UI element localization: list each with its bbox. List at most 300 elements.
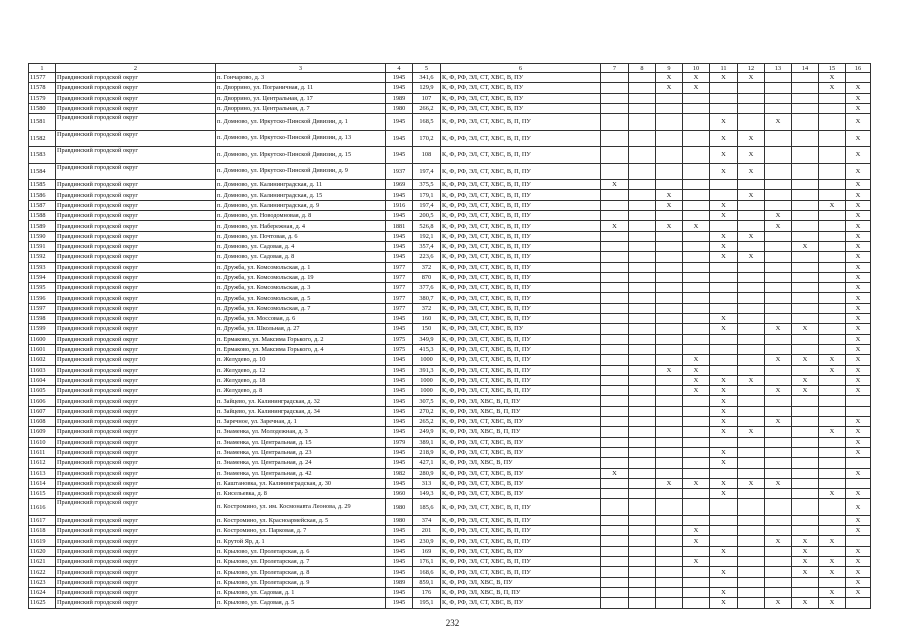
mark-14-cell: X bbox=[792, 546, 819, 556]
year-built-cell: 1982 bbox=[386, 468, 413, 478]
mark-15-cell bbox=[819, 344, 846, 354]
mark-10-cell: X bbox=[683, 83, 710, 93]
mark-8-cell bbox=[629, 344, 656, 354]
mark-14-cell bbox=[792, 396, 819, 406]
mark-13-cell bbox=[765, 458, 792, 468]
address-cell: п. Знаменка, ул. Молодежная, д. 3 bbox=[216, 427, 386, 437]
mark-10-cell bbox=[683, 546, 710, 556]
year-built-cell: 1881 bbox=[386, 221, 413, 231]
mark-16-cell: X bbox=[846, 577, 871, 587]
mark-9-cell: X bbox=[656, 221, 683, 231]
mark-12-cell: X bbox=[738, 73, 765, 83]
mark-7-cell bbox=[601, 536, 629, 546]
table-row bbox=[29, 515, 871, 525]
mark-16-cell: X bbox=[846, 365, 871, 375]
table-row bbox=[29, 546, 871, 556]
mark-15-cell: X bbox=[819, 567, 846, 577]
mark-15-cell bbox=[819, 114, 846, 131]
mark-10-cell bbox=[683, 489, 710, 499]
mark-15-cell bbox=[819, 231, 846, 241]
structural-elements-cell: К, Ф, РФ, ЭЛ, СТ, ХВС, В, ПУ bbox=[441, 324, 601, 334]
mark-11-cell bbox=[710, 344, 738, 354]
mark-13-cell bbox=[765, 293, 792, 303]
mark-10-cell bbox=[683, 458, 710, 468]
structural-elements-cell: К, Ф, РФ, ЭЛ, СТ, ХВС, В, ПУ bbox=[441, 103, 601, 113]
row-number-cell: 11622 bbox=[29, 567, 56, 577]
year-built-cell: 1945 bbox=[386, 190, 413, 200]
structural-elements-cell: К, Ф, РФ, ЭЛ, ХВС, В, П, ПУ bbox=[441, 427, 601, 437]
mark-9-cell bbox=[656, 375, 683, 385]
mark-13-cell: X bbox=[765, 114, 792, 131]
area-cell: 223,6 bbox=[413, 252, 441, 262]
mark-7-cell bbox=[601, 93, 629, 103]
district-cell: Правдинский городской округ bbox=[56, 355, 216, 365]
row-number-cell: 11579 bbox=[29, 93, 56, 103]
row-number-cell: 11614 bbox=[29, 478, 56, 488]
mark-16-cell: X bbox=[846, 386, 871, 396]
mark-15-cell bbox=[819, 211, 846, 221]
table-row bbox=[29, 283, 871, 293]
mark-13-cell bbox=[765, 515, 792, 525]
structural-elements-cell: К, Ф, РФ, ЭЛ, СТ, ХВС, В, ПУ bbox=[441, 73, 601, 83]
mark-15-cell: X bbox=[819, 536, 846, 546]
mark-11-cell: X bbox=[710, 396, 738, 406]
mark-9-cell bbox=[656, 355, 683, 365]
mark-13-cell bbox=[765, 241, 792, 251]
year-built-cell: 1945 bbox=[386, 147, 413, 164]
mark-9-cell bbox=[656, 283, 683, 293]
mark-13-cell bbox=[765, 130, 792, 147]
table-row bbox=[29, 386, 871, 396]
mark-13-cell bbox=[765, 396, 792, 406]
mark-14-cell bbox=[792, 515, 819, 525]
mark-10-cell bbox=[683, 406, 710, 416]
address-cell: п. Костромино, ул. Парковая, д. 7 bbox=[216, 526, 386, 536]
row-number-cell: 11588 bbox=[29, 211, 56, 221]
mark-8-cell bbox=[629, 190, 656, 200]
area-cell: 1000 bbox=[413, 386, 441, 396]
table-row bbox=[29, 355, 871, 365]
year-built-cell: 1945 bbox=[386, 375, 413, 385]
mark-9-cell bbox=[656, 324, 683, 334]
mark-15-cell: X bbox=[819, 73, 846, 83]
mark-16-cell: X bbox=[846, 375, 871, 385]
address-cell: п. Кисельевка, д. 8 bbox=[216, 489, 386, 499]
row-number-cell: 11583 bbox=[29, 147, 56, 164]
table-row bbox=[29, 598, 871, 608]
address-cell: п. Дружба, ул. Моссовая, д. 6 bbox=[216, 314, 386, 324]
mark-11-cell bbox=[710, 557, 738, 567]
mark-14-cell bbox=[792, 130, 819, 147]
area-cell: 266,2 bbox=[413, 103, 441, 113]
mark-12-cell: X bbox=[738, 375, 765, 385]
address-cell: п. Дружба, ул. Комсомольская, д. 5 bbox=[216, 293, 386, 303]
mark-8-cell bbox=[629, 499, 656, 516]
mark-12-cell bbox=[738, 114, 765, 131]
mark-11-cell bbox=[710, 190, 738, 200]
mark-11-cell bbox=[710, 283, 738, 293]
mark-15-cell bbox=[819, 417, 846, 427]
mark-8-cell bbox=[629, 163, 656, 180]
mark-14-cell bbox=[792, 577, 819, 587]
table-body bbox=[29, 64, 871, 609]
mark-10-cell bbox=[683, 283, 710, 293]
mark-10-cell bbox=[683, 130, 710, 147]
mark-13-cell bbox=[765, 577, 792, 587]
mark-16-cell: X bbox=[846, 515, 871, 525]
table-row bbox=[29, 587, 871, 597]
mark-14-cell bbox=[792, 314, 819, 324]
area-cell: 372 bbox=[413, 303, 441, 313]
table-row bbox=[29, 478, 871, 488]
address-cell: п. Домново, ул. Калининградская, д. 9 bbox=[216, 200, 386, 210]
mark-8-cell bbox=[629, 447, 656, 457]
area-cell: 168,5 bbox=[413, 114, 441, 131]
mark-7-cell bbox=[601, 515, 629, 525]
mark-13-cell bbox=[765, 499, 792, 516]
mark-15-cell bbox=[819, 468, 846, 478]
address-cell: п. Знаменка, ул. Центральная, д. 42 bbox=[216, 468, 386, 478]
year-built-cell: 1989 bbox=[386, 93, 413, 103]
year-built-cell: 1945 bbox=[386, 447, 413, 457]
row-number-cell: 11620 bbox=[29, 546, 56, 556]
mark-10-cell bbox=[683, 334, 710, 344]
mark-14-cell bbox=[792, 293, 819, 303]
mark-15-cell: X bbox=[819, 587, 846, 597]
table-row bbox=[29, 314, 871, 324]
mark-11-cell: X bbox=[710, 252, 738, 262]
table-row bbox=[29, 252, 871, 262]
row-number-cell: 11604 bbox=[29, 375, 56, 385]
mark-15-cell bbox=[819, 437, 846, 447]
address-cell: п. Желудево, д. 12 bbox=[216, 365, 386, 375]
district-cell: Правдинский городской округ bbox=[56, 386, 216, 396]
table-row bbox=[29, 147, 871, 164]
district-cell: Правдинский городской округ bbox=[56, 262, 216, 272]
address-cell: п. Домново, ул. Иркутско-Пинской Дивизии, д. 13 bbox=[216, 130, 386, 147]
column-header: 15 bbox=[819, 64, 846, 73]
mark-7-cell bbox=[601, 283, 629, 293]
mark-15-cell bbox=[819, 458, 846, 468]
mark-16-cell: X bbox=[846, 221, 871, 231]
mark-16-cell: X bbox=[846, 93, 871, 103]
area-cell: 313 bbox=[413, 478, 441, 488]
row-number-cell: 11619 bbox=[29, 536, 56, 546]
mark-9-cell: X bbox=[656, 365, 683, 375]
address-cell: п. Ермаково, ул. Максима Горького, д. 2 bbox=[216, 334, 386, 344]
row-number-cell: 11577 bbox=[29, 73, 56, 83]
mark-11-cell: X bbox=[710, 489, 738, 499]
mark-9-cell bbox=[656, 557, 683, 567]
area-cell: 185,6 bbox=[413, 499, 441, 516]
structural-elements-cell: К, Ф, РФ, ЭЛ, ХВС, В, П, ПУ bbox=[441, 587, 601, 597]
mark-8-cell bbox=[629, 303, 656, 313]
mark-15-cell bbox=[819, 252, 846, 262]
table-row bbox=[29, 344, 871, 354]
column-header: 3 bbox=[216, 64, 386, 73]
year-built-cell: 1945 bbox=[386, 365, 413, 375]
mark-15-cell bbox=[819, 262, 846, 272]
mark-14-cell bbox=[792, 221, 819, 231]
area-cell: 197,4 bbox=[413, 163, 441, 180]
mark-12-cell bbox=[738, 447, 765, 457]
table-row bbox=[29, 241, 871, 251]
mark-16-cell: X bbox=[846, 526, 871, 536]
mark-11-cell: X bbox=[710, 587, 738, 597]
year-built-cell: 1977 bbox=[386, 272, 413, 282]
mark-11-cell: X bbox=[710, 211, 738, 221]
mark-12-cell bbox=[738, 83, 765, 93]
mark-16-cell: X bbox=[846, 262, 871, 272]
row-number-cell: 11605 bbox=[29, 386, 56, 396]
mark-13-cell bbox=[765, 557, 792, 567]
mark-11-cell: X bbox=[710, 73, 738, 83]
row-number-cell: 11617 bbox=[29, 515, 56, 525]
mark-14-cell bbox=[792, 190, 819, 200]
row-number-cell: 11621 bbox=[29, 557, 56, 567]
mark-7-cell bbox=[601, 447, 629, 457]
mark-13-cell bbox=[765, 427, 792, 437]
table-row bbox=[29, 417, 871, 427]
area-cell: 526,8 bbox=[413, 221, 441, 231]
mark-7-cell bbox=[601, 314, 629, 324]
address-cell: п. Знаменка, ул. Центральная, д. 23 bbox=[216, 447, 386, 457]
address-cell: п. Крылово, ул. Пролетарская, д. 7 bbox=[216, 557, 386, 567]
mark-13-cell bbox=[765, 180, 792, 190]
mark-9-cell bbox=[656, 536, 683, 546]
mark-15-cell bbox=[819, 103, 846, 113]
mark-16-cell: X bbox=[846, 200, 871, 210]
mark-9-cell bbox=[656, 526, 683, 536]
column-header: 8 bbox=[629, 64, 656, 73]
mark-10-cell bbox=[683, 103, 710, 113]
area-cell: 307,5 bbox=[413, 396, 441, 406]
address-cell: п. Крылово, ул. Пролетарская, д. 8 bbox=[216, 567, 386, 577]
mark-7-cell bbox=[601, 567, 629, 577]
mark-13-cell: X bbox=[765, 211, 792, 221]
mark-10-cell bbox=[683, 211, 710, 221]
address-cell: п. Домново, ул. Новодомновая, д. 8 bbox=[216, 211, 386, 221]
mark-12-cell: X bbox=[738, 478, 765, 488]
mark-10-cell bbox=[683, 598, 710, 608]
table-row bbox=[29, 437, 871, 447]
mark-16-cell: X bbox=[846, 447, 871, 457]
area-cell: 107 bbox=[413, 93, 441, 103]
address-cell: п. Зайцево, ул. Калининградская, д. 32 bbox=[216, 396, 386, 406]
mark-16-cell bbox=[846, 478, 871, 488]
mark-12-cell bbox=[738, 386, 765, 396]
address-cell: п. Домново, ул. Набережная, д. 4 bbox=[216, 221, 386, 231]
table-row bbox=[29, 163, 871, 180]
mark-7-cell bbox=[601, 190, 629, 200]
mark-13-cell: X bbox=[765, 386, 792, 396]
mark-12-cell bbox=[738, 103, 765, 113]
mark-7-cell bbox=[601, 417, 629, 427]
address-cell: п. Знаменка, ул. Центральная, д. 15 bbox=[216, 437, 386, 447]
year-built-cell: 1977 bbox=[386, 293, 413, 303]
mark-15-cell bbox=[819, 190, 846, 200]
row-number-cell: 11611 bbox=[29, 447, 56, 457]
mark-9-cell bbox=[656, 93, 683, 103]
mark-11-cell: X bbox=[710, 231, 738, 241]
mark-14-cell bbox=[792, 272, 819, 282]
year-built-cell: 1960 bbox=[386, 489, 413, 499]
district-cell: Правдинский городской округ bbox=[56, 458, 216, 468]
district-cell: Правдинский городской округ bbox=[56, 303, 216, 313]
district-cell: Правдинский городской округ bbox=[56, 557, 216, 567]
address-cell: п. Дворрино, ул. Пограничная, д. 11 bbox=[216, 83, 386, 93]
structural-elements-cell: К, Ф, РФ, ЭЛ, СТ, ХВС, В, П, ПУ bbox=[441, 190, 601, 200]
mark-7-cell bbox=[601, 241, 629, 251]
mark-15-cell: X bbox=[819, 355, 846, 365]
mark-14-cell: X bbox=[792, 241, 819, 251]
mark-7-cell bbox=[601, 211, 629, 221]
mark-15-cell bbox=[819, 147, 846, 164]
mark-11-cell bbox=[710, 293, 738, 303]
mark-12-cell bbox=[738, 577, 765, 587]
district-cell: Правдинский городской округ bbox=[56, 515, 216, 525]
mark-9-cell bbox=[656, 489, 683, 499]
mark-9-cell bbox=[656, 231, 683, 241]
column-header: 1 bbox=[29, 64, 56, 73]
district-cell: Правдинский городской округ bbox=[56, 406, 216, 416]
mark-10-cell bbox=[683, 252, 710, 262]
mark-7-cell bbox=[601, 587, 629, 597]
mark-13-cell bbox=[765, 375, 792, 385]
year-built-cell: 1945 bbox=[386, 73, 413, 83]
district-cell: Правдинский городской округ bbox=[56, 147, 216, 164]
structural-elements-cell: К, Ф, РФ, ЭЛ, СТ, ХВС, В, П, ПУ bbox=[441, 241, 601, 251]
mark-14-cell: X bbox=[792, 567, 819, 577]
district-cell: Правдинский городской округ bbox=[56, 334, 216, 344]
mark-11-cell bbox=[710, 536, 738, 546]
mark-13-cell bbox=[765, 447, 792, 457]
mark-13-cell bbox=[765, 489, 792, 499]
mark-7-cell bbox=[601, 406, 629, 416]
mark-10-cell: X bbox=[683, 355, 710, 365]
mark-14-cell bbox=[792, 587, 819, 597]
mark-10-cell bbox=[683, 180, 710, 190]
year-built-cell: 1916 bbox=[386, 200, 413, 210]
year-built-cell: 1945 bbox=[386, 386, 413, 396]
mark-10-cell bbox=[683, 190, 710, 200]
mark-11-cell bbox=[710, 262, 738, 272]
area-cell: 427,1 bbox=[413, 458, 441, 468]
row-number-cell: 11616 bbox=[29, 499, 56, 516]
mark-12-cell: X bbox=[738, 130, 765, 147]
district-cell: Правдинский городской округ bbox=[56, 163, 216, 180]
row-number-cell: 11618 bbox=[29, 526, 56, 536]
mark-9-cell bbox=[656, 114, 683, 131]
district-cell: Правдинский городской округ bbox=[56, 190, 216, 200]
area-cell: 160 bbox=[413, 314, 441, 324]
structural-elements-cell: К, Ф, РФ, ЭЛ, СТ, ХВС, В, П, ПУ bbox=[441, 272, 601, 282]
year-built-cell: 1975 bbox=[386, 334, 413, 344]
area-cell: 195,1 bbox=[413, 598, 441, 608]
district-cell: Правдинский городской округ bbox=[56, 365, 216, 375]
mark-11-cell bbox=[710, 468, 738, 478]
mark-11-cell bbox=[710, 334, 738, 344]
column-header: 6 bbox=[441, 64, 601, 73]
structural-elements-cell: К, Ф, РФ, ЭЛ, СТ, ХВС, В, ПУ bbox=[441, 546, 601, 556]
mark-8-cell bbox=[629, 272, 656, 282]
row-number-cell: 11613 bbox=[29, 468, 56, 478]
mark-8-cell bbox=[629, 365, 656, 375]
mark-11-cell: X bbox=[710, 427, 738, 437]
address-cell: п. Дворрино, ул. Центральная, д. 17 bbox=[216, 93, 386, 103]
mark-7-cell bbox=[601, 557, 629, 567]
year-built-cell: 1945 bbox=[386, 314, 413, 324]
row-number-cell: 11608 bbox=[29, 417, 56, 427]
mark-12-cell bbox=[738, 344, 765, 354]
mark-11-cell: X bbox=[710, 241, 738, 251]
address-cell: п. Домново, ул. Иркутско-Пинской Дивизии, д. 9 bbox=[216, 163, 386, 180]
mark-15-cell bbox=[819, 93, 846, 103]
mark-14-cell bbox=[792, 526, 819, 536]
address-cell: п. Желудево, д. 18 bbox=[216, 375, 386, 385]
year-built-cell: 1945 bbox=[386, 130, 413, 147]
mark-10-cell: X bbox=[683, 386, 710, 396]
mark-7-cell bbox=[601, 147, 629, 164]
district-cell: Правдинский городской округ bbox=[56, 221, 216, 231]
mark-7-cell bbox=[601, 114, 629, 131]
mark-12-cell: X bbox=[738, 231, 765, 241]
mark-13-cell bbox=[765, 272, 792, 282]
mark-10-cell bbox=[683, 468, 710, 478]
mark-12-cell bbox=[738, 180, 765, 190]
mark-10-cell bbox=[683, 344, 710, 354]
mark-13-cell: X bbox=[765, 417, 792, 427]
mark-15-cell bbox=[819, 324, 846, 334]
year-built-cell: 1945 bbox=[386, 396, 413, 406]
mark-16-cell: X bbox=[846, 283, 871, 293]
mark-7-cell bbox=[601, 344, 629, 354]
year-built-cell: 1945 bbox=[386, 241, 413, 251]
mark-12-cell bbox=[738, 417, 765, 427]
mark-11-cell: X bbox=[710, 458, 738, 468]
mark-11-cell: X bbox=[710, 406, 738, 416]
mark-8-cell bbox=[629, 114, 656, 131]
table-row bbox=[29, 577, 871, 587]
column-header: 14 bbox=[792, 64, 819, 73]
mark-15-cell bbox=[819, 526, 846, 536]
mark-16-cell: X bbox=[846, 468, 871, 478]
structural-elements-cell: К, Ф, РФ, ЭЛ, СТ, ХВС, В, П, ПУ bbox=[441, 365, 601, 375]
structural-elements-cell: К, Ф, РФ, ЭЛ, СТ, ХВС, В, ПУ bbox=[441, 468, 601, 478]
mark-16-cell: X bbox=[846, 190, 871, 200]
mark-10-cell bbox=[683, 447, 710, 457]
mark-8-cell bbox=[629, 437, 656, 447]
mark-15-cell bbox=[819, 130, 846, 147]
address-cell: п. Домново, ул. Иркутско-Пинской Дивизии, д. 15 bbox=[216, 147, 386, 164]
mark-15-cell bbox=[819, 293, 846, 303]
mark-15-cell: X bbox=[819, 83, 846, 93]
structural-elements-cell: К, Ф, РФ, ЭЛ, СТ, ХВС, В, ПУ bbox=[441, 83, 601, 93]
mark-14-cell bbox=[792, 262, 819, 272]
mark-11-cell: X bbox=[710, 324, 738, 334]
mark-16-cell: X bbox=[846, 147, 871, 164]
table-row bbox=[29, 406, 871, 416]
mark-8-cell bbox=[629, 396, 656, 406]
row-number-cell: 11600 bbox=[29, 334, 56, 344]
mark-14-cell bbox=[792, 365, 819, 375]
mark-7-cell: X bbox=[601, 468, 629, 478]
mark-13-cell bbox=[765, 147, 792, 164]
table-row bbox=[29, 200, 871, 210]
mark-8-cell bbox=[629, 567, 656, 577]
area-cell: 357,4 bbox=[413, 241, 441, 251]
mark-12-cell bbox=[738, 526, 765, 536]
